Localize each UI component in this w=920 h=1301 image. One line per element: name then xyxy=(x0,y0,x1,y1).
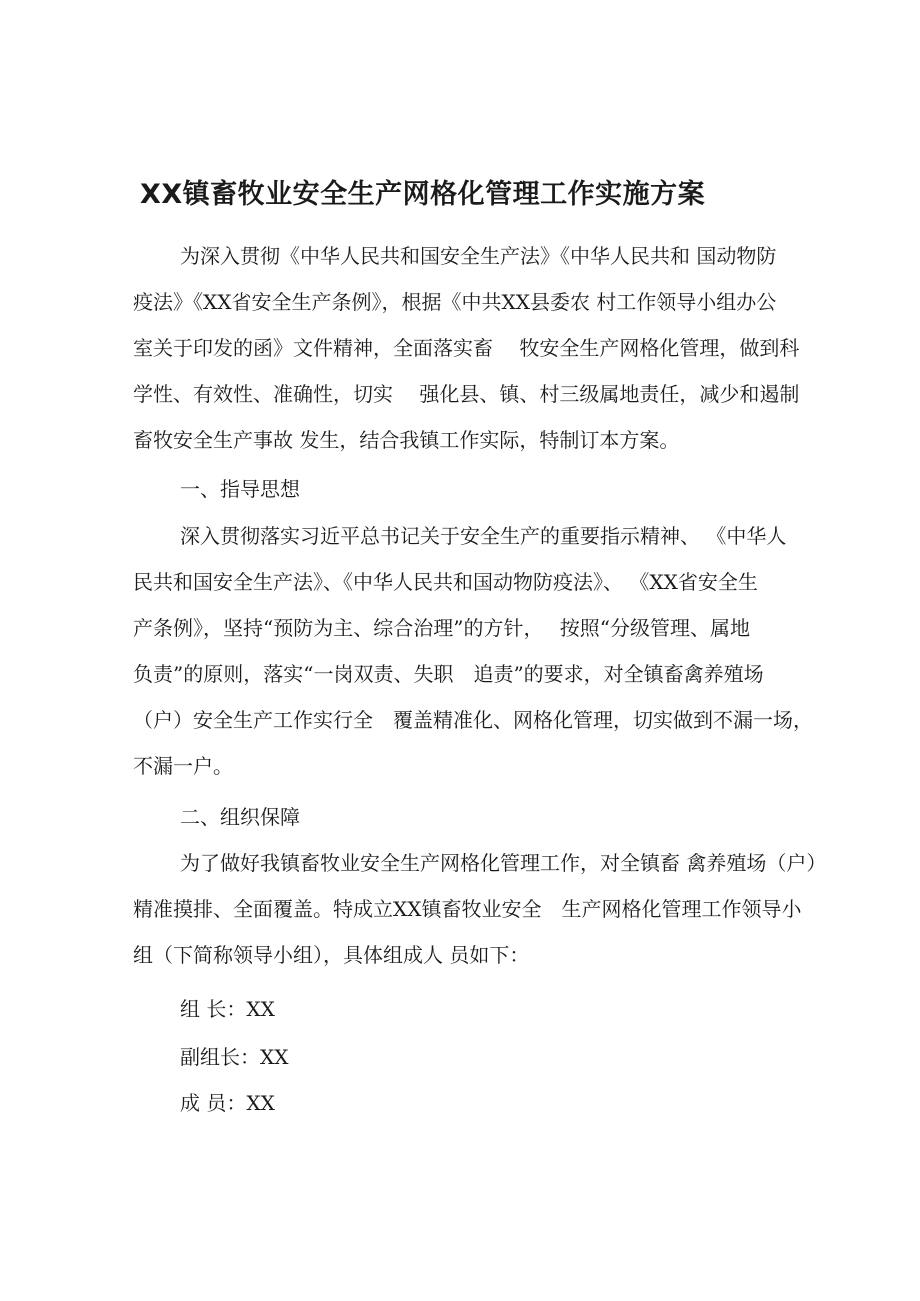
section1-line: （户）安全生产工作实行全 覆盖精准化、网格化管理，切实做到不漏一场， xyxy=(133,708,813,732)
member-leader: 组 长：XX xyxy=(180,997,275,1021)
section2-line: 为了做好我镇畜牧业安全生产网格化管理工作，对全镇畜 禽养殖场（户） xyxy=(180,851,827,875)
section-heading-organization: 二、组织保障 xyxy=(180,805,300,829)
section2-line: 精准摸排、全面覆盖。特成立XX镇畜牧业安全 生产网格化管理工作领导小 xyxy=(133,897,802,921)
intro-line: 学性、有效性、准确性，切实 强化县、镇、村三级属地责任，减少和遏制 xyxy=(133,382,800,406)
section1-line: 深入贯彻落实习近平总书记关于安全生产的重要指示精神、 《中华人 xyxy=(180,524,787,548)
member-members: 成 员：XX xyxy=(180,1091,275,1115)
intro-line: 室关于印发的函》文件精神，全面落实畜 牧安全生产网格化管理，做到科 xyxy=(133,336,800,360)
section1-line: 产条例》，坚持“预防为主、综合治理”的方针， 按照“分级管理、属地 xyxy=(133,616,751,640)
section2-paragraph xyxy=(133,840,827,978)
section1-line: 负责”的原则，落实“一岗双责、失职 追责”的要求，对全镇畜禽养殖场 xyxy=(133,662,764,686)
document-title: XX镇畜牧业安全生产网格化管理工作实施方案 xyxy=(140,179,706,210)
intro-line: 为深入贯彻《中华人民共和国安全生产法》《中华人民共和 国动物防 xyxy=(180,244,777,268)
member-deputy-leader: 副组长：XX xyxy=(180,1045,289,1069)
section1-line: 民共和国安全生产法》、《中华人民共和国动物防疫法》、 《XX省安全生 xyxy=(133,570,758,594)
section1-paragraph xyxy=(133,513,813,789)
intro-line: 疫法》《XX省安全生产条例》，根据《中共XX县委农 村工作领导小组办公 xyxy=(133,290,777,314)
section2-line: 组（下简称领导小组），具体组成人 员如下： xyxy=(133,943,530,967)
section-heading-guiding-ideology: 一、指导思想 xyxy=(180,477,300,501)
intro-paragraph xyxy=(133,233,805,463)
section1-line: 不漏一户。 xyxy=(133,754,233,778)
intro-line: 畜牧安全生产事故 发生，结合我镇工作实际，特制订本方案。 xyxy=(133,428,680,452)
